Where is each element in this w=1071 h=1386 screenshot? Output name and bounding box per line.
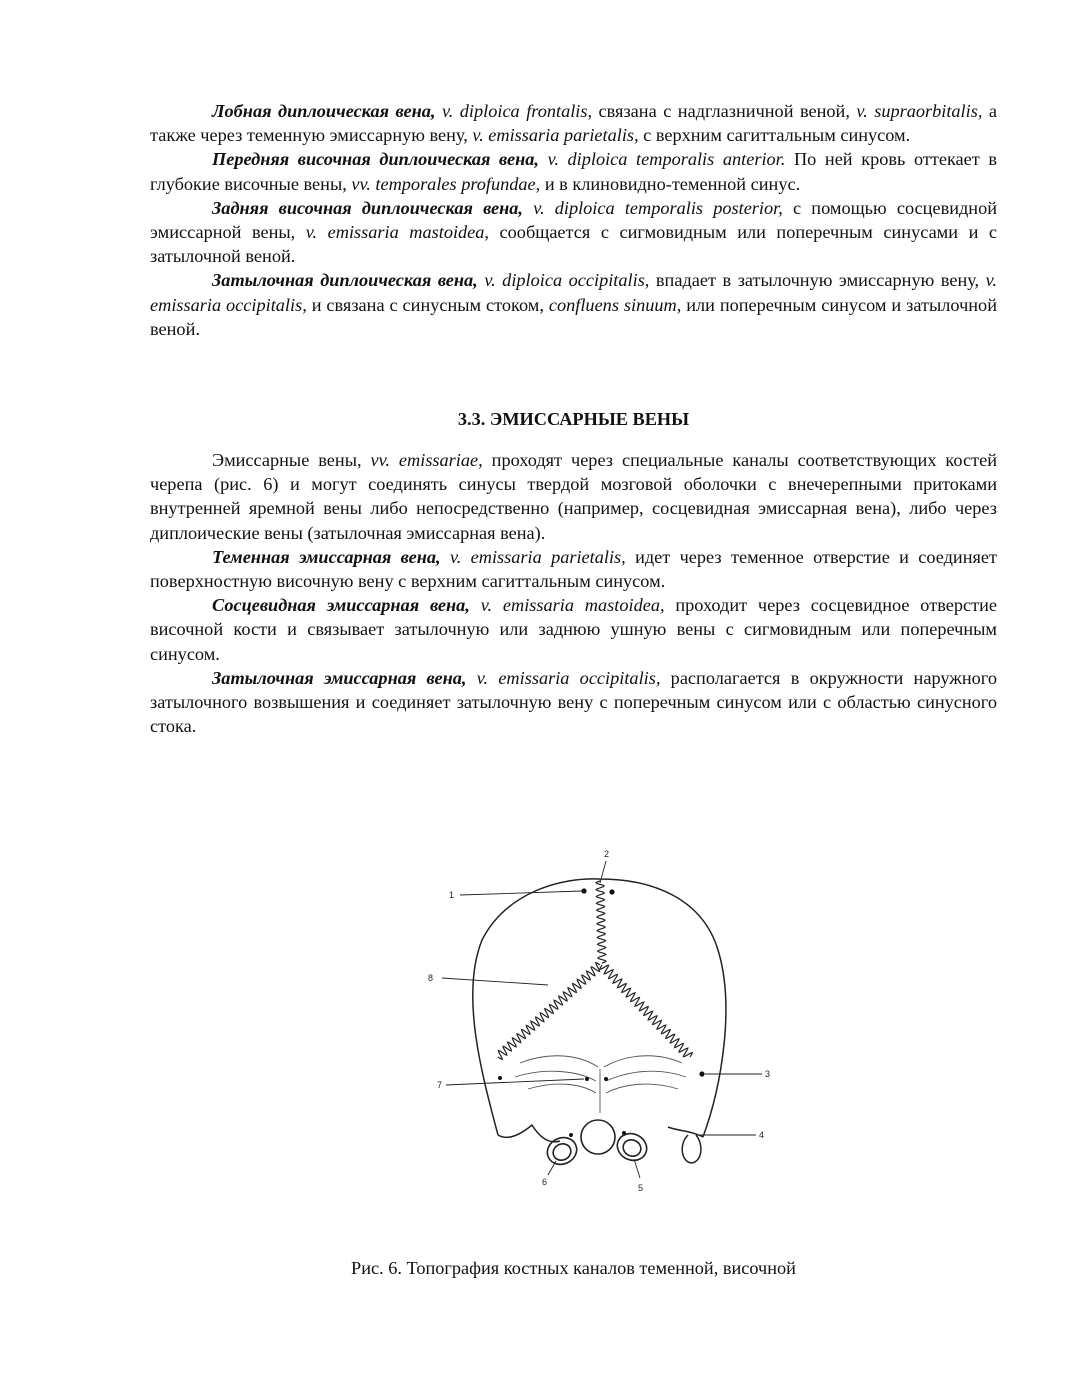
- condylar-canal-right: [622, 1131, 626, 1135]
- paragraph-occipital-emissary-vein: [150, 666, 997, 739]
- text: идет через теменное отверстие и соединяет поверхностную височную вену с верхним сагиттальным синусом.: [150, 546, 998, 592]
- parietal-foramen-right: [609, 889, 614, 894]
- occipital-emissary-foramen-left: [585, 1077, 589, 1081]
- text: впадает в затылочную эмиссарную вену,: [649, 270, 986, 291]
- section-spacer: [150, 341, 997, 407]
- paragraph-occipital-diploic-vein: [150, 268, 997, 341]
- paragraph-frontal-diploic-vein: [150, 99, 997, 147]
- text-column: [150, 99, 997, 738]
- left-condyle-inner: [550, 1141, 573, 1163]
- right-condyle: [613, 1129, 651, 1165]
- paragraph-emissary-veins-intro: [150, 448, 997, 545]
- text: и связана с синусным стоком,: [306, 294, 549, 315]
- latin-term: vv. emissariae,: [370, 450, 483, 471]
- nuchal-detail: [515, 1071, 596, 1081]
- term: Задняя височная диплоическая вена,: [212, 197, 523, 218]
- lambdoid-suture-right: [600, 965, 692, 1057]
- text: с верхним сагиттальным синусом.: [638, 125, 911, 146]
- paragraph-posterior-temporal-diploic-vein: [150, 196, 997, 269]
- parietal-foramen-left: [581, 888, 586, 893]
- inferior-nuchal-line-right: [606, 1084, 678, 1093]
- label-8: 8: [428, 973, 434, 983]
- latin-term: v. emissaria mastoidea,: [480, 595, 665, 616]
- inferior-nuchal-line-left: [528, 1084, 596, 1093]
- paragraph-mastoid-emissary-vein: [150, 593, 997, 666]
- heading-spacer: [150, 431, 997, 448]
- leader-1: [460, 891, 582, 895]
- right-base: [668, 1127, 703, 1137]
- latin-term: v. diploica frontalis,: [441, 101, 593, 121]
- superior-nuchal-line-left: [520, 1056, 598, 1067]
- term: Теменная эмиссарная вена,: [212, 546, 441, 567]
- term: Затылочная эмиссарная вена,: [212, 667, 467, 688]
- figure-caption: Рис. 6. Топография костных каналов теменной, височной: [351, 1258, 796, 1278]
- skull-illustration: [420, 845, 780, 1205]
- latin-term: vv. temporales profundae,: [351, 173, 541, 194]
- latin-term: v. emissaria parietalis,: [472, 125, 639, 146]
- term: Лобная диплоическая вена,: [212, 101, 436, 121]
- text: По ней кровь оттекает в глубокие височные вены,: [150, 149, 998, 194]
- text: и в клиновидно-теменной синус.: [540, 173, 801, 194]
- latin-term: v. emissaria parietalis,: [449, 546, 626, 567]
- term: Сосцевидная эмиссарная вена,: [212, 595, 470, 616]
- right-condyle-inner: [620, 1137, 643, 1159]
- text: связана с надглазничной веной,: [592, 101, 857, 121]
- label-7: 7: [437, 1080, 443, 1090]
- text: сообщается с сигмовидным или поперечным синусами и с затылочной веной.: [150, 222, 997, 267]
- latin-term: v. emissaria occipitalis,: [476, 667, 661, 688]
- label-5: 5: [638, 1183, 644, 1193]
- label-6: 6: [542, 1177, 548, 1187]
- skull-figure: [420, 845, 780, 1205]
- left-base: [498, 1125, 560, 1142]
- term: Затылочная диплоическая вена,: [212, 270, 478, 291]
- leader-5: [634, 1159, 640, 1178]
- lambdoid-suture-left: [498, 963, 600, 1060]
- text: Эмиссарные вены,: [212, 450, 371, 471]
- text: располагается в окружности наружного затылочного возвышения и соединяет затылочную вену с поперечным синусом или с областью синусного стока.: [150, 667, 997, 737]
- label-1: 1: [449, 890, 455, 900]
- leader-6: [548, 1161, 556, 1175]
- condylar-canal-left: [569, 1133, 573, 1137]
- left-mastoid-foramen: [498, 1076, 502, 1080]
- latin-term: v. diploica temporalis anterior.: [547, 149, 786, 170]
- label-4: 4: [759, 1130, 765, 1140]
- label-3: 3: [765, 1069, 771, 1079]
- latin-term: v. emissaria occipitalis,: [150, 270, 997, 315]
- term: Передняя височная диплоическая вена,: [212, 149, 539, 170]
- superior-nuchal-line-right: [604, 1056, 682, 1067]
- text: с помощью сосцевидной эмиссарной вены,: [150, 197, 998, 243]
- leader-8: [442, 978, 548, 985]
- text: или поперечным синусом и затылочной веной.: [150, 294, 997, 339]
- nuchal-detail-right: [606, 1071, 686, 1081]
- paragraph-parietal-emissary-vein: [150, 545, 997, 593]
- latin-term: v. diploica temporalis posterior,: [533, 197, 783, 218]
- right-mastoid: [682, 1135, 701, 1163]
- latin-term: v. supraorbitalis,: [856, 101, 983, 121]
- occipital-emissary-foramen-right: [604, 1077, 608, 1081]
- latin-term: confluens sinuum,: [548, 294, 682, 315]
- text: а также через теменную эмиссарную вену,: [150, 101, 998, 146]
- section-heading: 3.3. ЭМИССАРНЫЕ ВЕНЫ: [457, 409, 690, 430]
- foramen-magnum: [581, 1120, 615, 1154]
- left-condyle: [543, 1133, 581, 1169]
- mastoid-foramen: [699, 1071, 704, 1076]
- text: проходит через сосцевидное отверстие височной кости и связывает затылочную или заднюю ушную вены с сигмовидным или поперечным синусом.: [150, 595, 997, 664]
- text: проходят через специальные каналы соответствующих костей черепа (рис. 6) и могут соединять синусы твердой мозговой оболочки с внечерепными притоками внутренней яремной вены либо непосредственно (например, сосцевидная эмиссарная вена), либо через диплоические вены (затылочная эмиссарная вена).: [150, 450, 997, 543]
- latin-term: v. diploica occipitalis,: [484, 270, 650, 291]
- sagittal-suture: [596, 881, 606, 963]
- paragraph-anterior-temporal-diploic-vein: [150, 147, 997, 195]
- latin-term: v. emissaria mastoidea,: [305, 222, 490, 243]
- label-2: 2: [604, 849, 610, 859]
